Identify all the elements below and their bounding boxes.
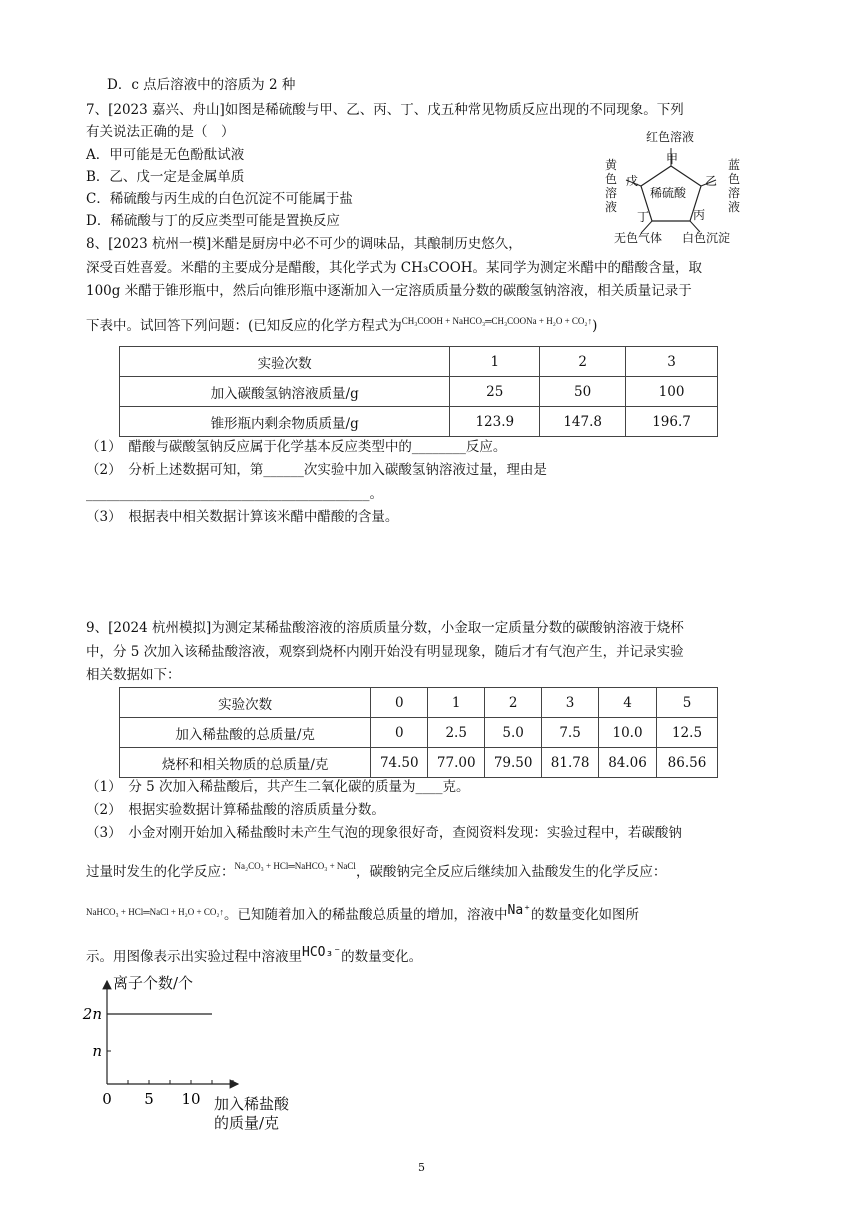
q8-stem-line2: 深受百姓喜爱。米醋的主要成分是醋酸，其化学式为 CH₃COOH。某同学为测定米醋中的醋酸含量，取 — [86, 260, 703, 276]
q9-stem-line3: 相关数据如下： — [86, 667, 181, 683]
q8-sub2: （2） 分析上述数据可知，第______次实验中加入碳酸氢钠溶液过量，理由是 — [86, 462, 547, 478]
q8-stem-line4-text: 下表中。试回答下列问题：(已知反应的化学方程式为 — [86, 318, 402, 334]
q9-sub3-line2-pre: 过量时发生的化学反应： — [86, 864, 235, 880]
q7-stem-line2: 有关说法正确的是（ ） — [86, 124, 235, 140]
table-cell: 86.56 — [657, 748, 718, 778]
table-row — [120, 748, 718, 778]
ion-count-chart — [80, 975, 340, 1135]
table-cell: 5.0 — [485, 718, 542, 748]
x-tick-label: 5 — [144, 1090, 154, 1108]
table-cell: 77.00 — [428, 748, 485, 778]
table-cell: 1 — [450, 347, 540, 377]
q9-sub3-line3-text: 。已知随着加入的稀盐酸总质量的增加，溶液中 — [224, 907, 508, 923]
chart-x-label-line1: 加入稀盐酸 — [214, 1095, 290, 1113]
q9-sub3-line2-post: ，碳酸钠完全反应后继续加入盐酸发生的化学反应： — [355, 864, 667, 880]
table-cell: 加入碳酸氢钠溶液质量/g — [120, 377, 450, 407]
table-cell: 81.78 — [542, 748, 599, 778]
red-solution-label: 红色溶液 — [646, 130, 695, 144]
table-cell: 0 — [371, 718, 428, 748]
wu-label: 戊 — [626, 174, 639, 188]
table-cell: 196.7 — [626, 407, 718, 437]
page-number: 5 — [418, 1161, 425, 1174]
table-cell: 0 — [371, 688, 428, 718]
ding-label: 丁 — [637, 210, 650, 224]
table-cell: 实验次数 — [120, 347, 450, 377]
table-cell: 79.50 — [485, 748, 542, 778]
jia-label: 甲 — [666, 152, 679, 166]
q7-option-b: B．乙、戊一定是金属单质 — [86, 169, 245, 185]
table-cell: 3 — [626, 347, 718, 377]
q8-stem-line4 — [86, 316, 597, 337]
table-cell: 10.0 — [599, 718, 657, 748]
q9-sub2: （2） 根据实验数据计算稀盐酸的溶质质量分数。 — [86, 802, 385, 818]
q8-sub1: （1） 醋酸与碳酸氢钠反应属于化学基本反应类型中的________反应。 — [86, 439, 507, 455]
table-row — [120, 688, 718, 718]
table-cell: 烧杯和相关物质的总质量/克 — [120, 748, 371, 778]
q8-stem-line3: 100g 米醋于锥形瓶中，然后向锥形瓶中逐渐加入一定溶质质量分数的碳酸氢钠溶液，相关质量记录于 — [86, 283, 692, 299]
table-row — [120, 718, 718, 748]
q9-sub3-line3-post: 的数量变化如图所 — [531, 907, 639, 923]
table-row — [120, 377, 718, 407]
q7-stem-line1: 7、[2023 嘉兴、舟山]如图是稀硫酸与甲、乙、丙、丁、戊五种常见物质反应出现的不同现象。下列 — [86, 102, 684, 118]
q8-stem-line4-end: ) — [592, 318, 598, 334]
table-cell: 4 — [599, 688, 657, 718]
q9-equation-2: NaHCO₃ + HCl═NaCl + H₂O + CO₂↑ — [86, 907, 225, 917]
q9-data-table — [119, 687, 718, 778]
table-cell: 2.5 — [428, 718, 485, 748]
q9-stem-line1: 9、[2024 杭州模拟]为测定某稀盐酸溶液的溶质质量分数，小金取一定质量分数的碳酸钠溶液于烧杯 — [86, 620, 684, 636]
table-cell: 加入稀盐酸的总质量/克 — [120, 718, 371, 748]
q8-sub3: （3） 根据表中相关数据计算该米醋中醋酸的含量。 — [86, 509, 399, 525]
q9-stem-line2: 中，分 5 次加入该稀盐酸溶液，观察到烧杯内刚开始没有明显现象，随后才有气泡产生，并记录实验 — [86, 644, 684, 660]
table-cell: 12.5 — [657, 718, 718, 748]
table-row — [120, 407, 718, 437]
x-tick-label: 0 — [102, 1090, 112, 1108]
x-tick-label: 10 — [181, 1090, 201, 1108]
colorless-gas-label: 无色气体 — [614, 231, 663, 245]
table-cell: 5 — [657, 688, 718, 718]
q8-stem-line1: 8、[2023 杭州一模]米醋是厨房中必不可少的调味品，其酿制历史悠久， — [86, 236, 522, 252]
q7-option-a: A．甲可能是无色酚酞试液 — [86, 147, 245, 163]
q8-data-table — [119, 346, 718, 437]
yellow-solution-label: 黄色溶液 — [604, 158, 617, 214]
chart-y-label: 离子个数/个 — [113, 974, 194, 992]
hco3-ion: HCO₃⁻ — [302, 945, 342, 960]
na-ion: Na⁺ — [507, 903, 531, 918]
q7-option-d: D．稀硫酸与丁的反应类型可能是置换反应 — [86, 213, 340, 229]
table-cell: 1 — [428, 688, 485, 718]
q8-sub2-answer-line: __________________________________________。 — [86, 486, 383, 502]
q9-equation-1: Na₂CO₃ + HCl═NaHCO₃ + NaCl — [234, 861, 356, 871]
table-cell: 实验次数 — [120, 688, 371, 718]
q7-reaction-diagram — [600, 124, 750, 249]
y-tick-label: n — [92, 1042, 102, 1060]
table-cell: 2 — [540, 347, 626, 377]
table-cell: 74.50 — [371, 748, 428, 778]
q9-sub3-line4-pre: 示。用图像表示出实验过程中溶液里 — [86, 949, 302, 965]
table-cell: 123.9 — [450, 407, 540, 437]
q7-option-c: C．稀硫酸与丙生成的白色沉淀不可能属于盐 — [86, 191, 353, 207]
q9-sub3-line3 — [86, 905, 639, 926]
bing-label: 丙 — [693, 208, 706, 222]
table-cell: 147.8 — [540, 407, 626, 437]
blue-solution-label: 蓝色溶液 — [727, 158, 740, 214]
q9-sub1: （1） 分 5 次加入稀盐酸后，共产生二氧化碳的质量为____克。 — [86, 779, 470, 795]
table-cell: 50 — [540, 377, 626, 407]
table-cell: 84.06 — [599, 748, 657, 778]
q9-sub3-line2 — [86, 862, 666, 883]
dilute-h2so4-label: 稀硫酸 — [650, 186, 687, 200]
chart-x-label-line2: 的质量/克 — [214, 1114, 280, 1132]
yi-label: 乙 — [705, 174, 718, 188]
white-precipitate-label: 白色沉淀 — [682, 231, 731, 245]
q8-equation: CH₃COOH + NaHCO₃═CH₃COONa + H₂O + CO₂↑ — [401, 316, 593, 326]
q9-sub3-line1: （3） 小金对刚开始加入稀盐酸时未产生气泡的现象很好奇，查阅资料发现：实验过程中，若碳酸钠 — [86, 825, 682, 841]
table-cell: 锥形瓶内剩余物质质量/g — [120, 407, 450, 437]
q9-sub3-line4 — [86, 947, 422, 968]
q9-sub3-line4-post: 的数量变化。 — [341, 949, 423, 965]
table-row — [120, 347, 718, 377]
table-cell: 7.5 — [542, 718, 599, 748]
table-cell: 2 — [485, 688, 542, 718]
y-tick-label: 2n — [82, 1005, 102, 1023]
table-cell: 3 — [542, 688, 599, 718]
table-cell: 25 — [450, 377, 540, 407]
table-cell: 100 — [626, 377, 718, 407]
q6-option-d: D．c 点后溶液中的溶质为 2 种 — [107, 77, 296, 93]
